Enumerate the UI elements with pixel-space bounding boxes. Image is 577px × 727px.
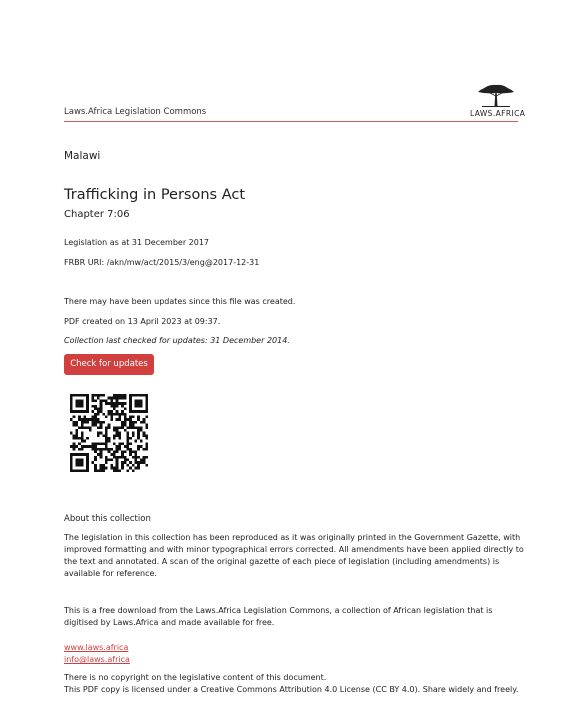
frbr-uri: FRBR URI: /akn/mw/act/2015/3/eng@2017-12-31 xyxy=(64,258,260,267)
header-collection-name: Laws.Africa Legislation Commons xyxy=(64,107,207,117)
logo-text: LAWS.AFRICA xyxy=(470,109,526,118)
copyright-notice: There is no copyright on the legislative content of this document. xyxy=(64,673,327,682)
email-link[interactable]: info@laws.africa xyxy=(64,655,130,664)
license-notice: This PDF copy is licensed under a Creative Commons Attribution 4.0 License (CC BY 4.0). Share widely and freely. xyxy=(64,685,519,694)
last-checked: Collection last checked for updates: 31 December 2014. xyxy=(64,336,290,345)
website-link[interactable]: www.laws.africa xyxy=(64,643,129,652)
check-for-updates-button[interactable]: Check for updates xyxy=(64,354,154,375)
pdf-created: PDF created on 13 April 2023 at 09:37. xyxy=(64,317,221,326)
header-divider xyxy=(64,121,518,122)
document-title: Trafficking in Persons Act xyxy=(64,187,246,203)
legislation-as-at: Legislation as at 31 December 2017 xyxy=(64,238,210,247)
updates-notice: There may have been updates since this file was created. xyxy=(64,297,296,306)
qr-code-icon[interactable] xyxy=(70,394,148,472)
about-collection-body: The legislation in this collection has been reproduced as it was originally printed in the Government Gazette, with improved formatting and with minor typographical errors corrected. All amendments have been applied directly to the text and annotated. A scan of the original gazette of each piece of legislation (including amendments) is available for reference. xyxy=(64,533,524,578)
laws-africa-logo xyxy=(470,84,526,120)
about-collection-heading: About this collection xyxy=(64,514,151,524)
free-download-notice: This is a free download from the Laws.Africa Legislation Commons, a collection of African legislation that is digitised by Laws.Africa and made available for free. xyxy=(64,606,493,627)
acacia-tree-icon xyxy=(476,84,516,108)
chapter-label: Chapter 7:06 xyxy=(64,209,130,220)
country-label: Malawi xyxy=(64,150,101,162)
